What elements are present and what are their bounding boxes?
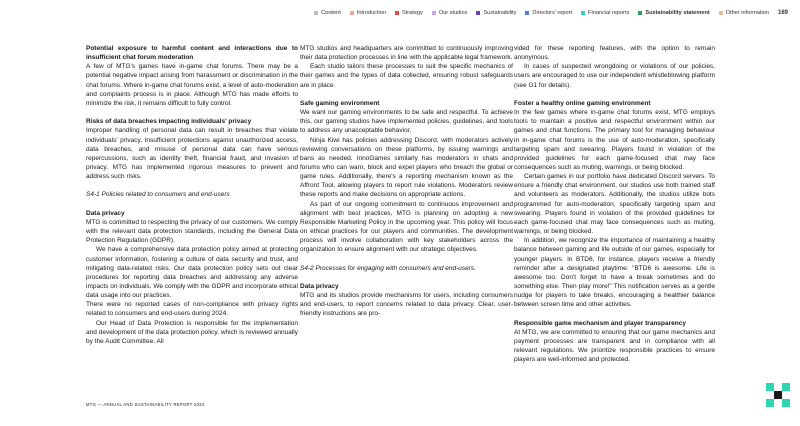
text-column-1	[86, 44, 298, 346]
nav-item-sustainability[interactable]: Sustainability	[476, 10, 516, 16]
heading-data-privacy: Data privacy	[86, 209, 125, 217]
nav-item-sustainability-statement[interactable]: Sustainability statement	[638, 10, 709, 16]
paragraph: vided for these reporting features, with the option to remain anonymous.	[514, 45, 715, 62]
spacer	[300, 90, 513, 99]
paragraph: We have a comprehensive data protection policy aimed at protecting customer information, fostering a culture of data security and trust, and mitigating data-related risks. Our data protection policy sets out clear procedures for reporting data breaches and addressing any adverse impacts on individuals. We comply with the GDPR and incorporate ethical data usage into our practices.	[86, 246, 298, 300]
paragraph: A few of MTG's games have in-game chat forums. There may be a potential negative impact arising from harassment or discrimination in the chat forums. Where in-game chat forums exist, a level of auto-moderation and complaints process is in place. Although MTG has made efforts to minimize the risk, it remains difficult to fully control.	[86, 63, 298, 107]
nav-item-directors-report[interactable]: Directors' report	[525, 10, 572, 16]
logo-block	[782, 399, 790, 407]
paragraph: MTG is committed to respecting the privacy of our customers. We comply with the relevant data protection standards, including the General Data Protection Regulation (GDPR).	[86, 218, 298, 245]
spacer	[514, 310, 715, 319]
spacer	[514, 90, 715, 99]
text-column-2	[300, 44, 513, 319]
spacer	[86, 200, 298, 209]
nav-swatch-introduction	[350, 11, 354, 15]
heading-healthy-gaming: Foster a healthy online gaming environment	[514, 99, 651, 107]
paragraph: In addition, we recognize the importance of maintaining a healthy balance between gaming and life outside of our games, especially for younger players. In BTD6, for instance, players receive a friendly reminder after a designated playtime: "BTD6 is awesome. Life is awesome too. Don't forget to have a break sometimes and do something else. Then play more!" This notification serves as a gentle nudge for players to take breaks, encouraging a healthier balance between screen time and other activities.	[514, 237, 715, 309]
spacer	[300, 273, 513, 282]
nav-swatch-financial-reports	[581, 11, 585, 15]
nav-swatch-our-studios	[432, 11, 436, 15]
page-number: 169	[777, 10, 788, 16]
nav-item-introduction[interactable]: Introduction	[350, 10, 386, 16]
logo-block	[774, 391, 782, 399]
nav-item-strategy[interactable]: Strategy	[395, 10, 423, 16]
nav-swatch-other-information	[719, 11, 723, 15]
paragraph: We want our gaming environments to be safe and respectful. To achieve this, our gaming studios have implemented policies, guidelines, and tools to address any unacceptable behavior.	[300, 109, 513, 135]
logo-block	[766, 383, 774, 391]
paragraph: In cases of suspected wrongdoing or violations of our policies, users are encouraged to use our independent whistleblowing platform (see G1 for details).	[514, 63, 715, 89]
text-column-3	[514, 44, 715, 364]
nav-swatch-sustainability-statement	[638, 11, 642, 15]
paragraph: Ninja Kiwi has policies addressing Discord, with moderators actively reviewing conversations on these platforms, by issuing warnings and bans as needed. InnoGames similarly has moderators in chats and forums who can warn, block and expel players who breach the global or game rules. Additionally, there's a reporting mechanism known as the Affront Tool, allowing players to report rule violations. Moderators review these reports and make decisions on appropriate actions.	[300, 136, 513, 199]
heading-harmful-content: Potential exposure to harmful content and interactions due to insufficient chat forum moderation	[86, 45, 298, 62]
nav-swatch-directors-report	[525, 11, 529, 15]
spacer	[86, 181, 298, 190]
paragraph: Certain games in our portfolio have dedicated Discord servers. To ensure a friendly chat environment, our studios use both trained staff and volunteers as moderators. Additionally, the studios utilize bots programmed for auto-moderation, specifically targeting spam and swearing. Players found in violation of the provided guidelines for each game-focused chat may face consequences such as muting, warnings, or being blocked.	[514, 173, 715, 236]
logo-block	[766, 399, 774, 407]
nav-item-financial-reports[interactable]: Financial reports	[581, 10, 629, 16]
paragraph: Improper handling of personal data can result in breaches that violate individuals' privacy. Insufficient protections against unauthorized access, data breaches, and misuse of personal data can have serious repercussions, such as identity theft, financial fraud, and invasion of privacy. MTG has implemented rigorous measures to prevent and address such risks.	[86, 127, 298, 181]
paragraph: At MTG, we are committed to ensuring that our game mechanics and payment processes are transparent and in compliance with all relevant regulations. We prioritize responsible practices to ensure players are well-informed and protected.	[514, 328, 715, 364]
paragraph: MTG studios and headquarters are committed to continuously improving their data protection processes in line with the applicable legal framework.	[300, 45, 513, 62]
paragraph: Our Head of Data Protection is responsible for the implementation and development of the data protection policy, which is reviewed annually by the Audit Committee. All	[86, 319, 298, 345]
footer-report-title: MTG — ANNUAL AND SUSTAINABILITY REPORT 2024	[86, 402, 205, 407]
spacer	[300, 255, 513, 264]
heading-safe-gaming: Safe gaming environment	[300, 99, 380, 107]
heading-data-breaches: Risks of data breaches impacting individuals' privacy	[86, 118, 252, 126]
nav-item-other-information[interactable]: Other information	[719, 10, 769, 16]
nav-swatch-strategy	[395, 11, 399, 15]
nav-swatch-content	[314, 11, 318, 15]
mtg-logo-icon	[766, 383, 790, 411]
nav-item-our-studios[interactable]: Our studios	[432, 10, 468, 16]
paragraph: Each studio tailors these processes to suit the specific mechanics of their games and the types of data collected, ensuring robust safeguards are in place.	[300, 63, 513, 89]
spacer	[86, 108, 298, 117]
heading-data-privacy-2: Data privacy	[300, 283, 339, 291]
heading-responsible-mechanism: Responsible game mechanism and player transparency	[514, 319, 686, 327]
nav-item-content[interactable]: Content	[314, 10, 341, 16]
top-navigation	[305, 10, 788, 16]
paragraph: MTG and its studios provide mechanisms for users, including consumers and end-users, to report concerns related to data privacy. Clear, user-friendly instructions are pro-	[300, 292, 513, 318]
nav-swatch-sustainability	[476, 11, 480, 15]
section-reference-s4-1: S4-1 Policies related to consumers and end-users	[86, 191, 230, 199]
section-reference-s4-2: S4-2 Processes for engaging with consumers and end-users.	[300, 264, 476, 272]
paragraph: In the few games where in-game chat forums exist, MTG employs tools to maintain a positive and respectful environment within our games and chat functions. The primary tool for managing behaviour in in-game chat forums is the use of auto-moderation, specifically targeting spam and swearing. Players found in violation of the provided guidelines for each game-focused chat may face consequences such as muting, warnings, or being blocked.	[514, 109, 715, 172]
logo-block	[782, 383, 790, 391]
paragraph: There were no reported cases of non-compliance with privacy rights related to consumers and end-users during 2024.	[86, 301, 298, 318]
paragraph: As part of our ongoing commitment to continuous improvement and alignment with best practices, MTG is planning on adopting a new Responsible Marketing Policy in the upcoming year. This policy will focus on ethical practices for our players and communities. The development process will involve collaboration with key stakeholders across the organization to ensure alignment with our strategic objectives.	[300, 200, 513, 254]
